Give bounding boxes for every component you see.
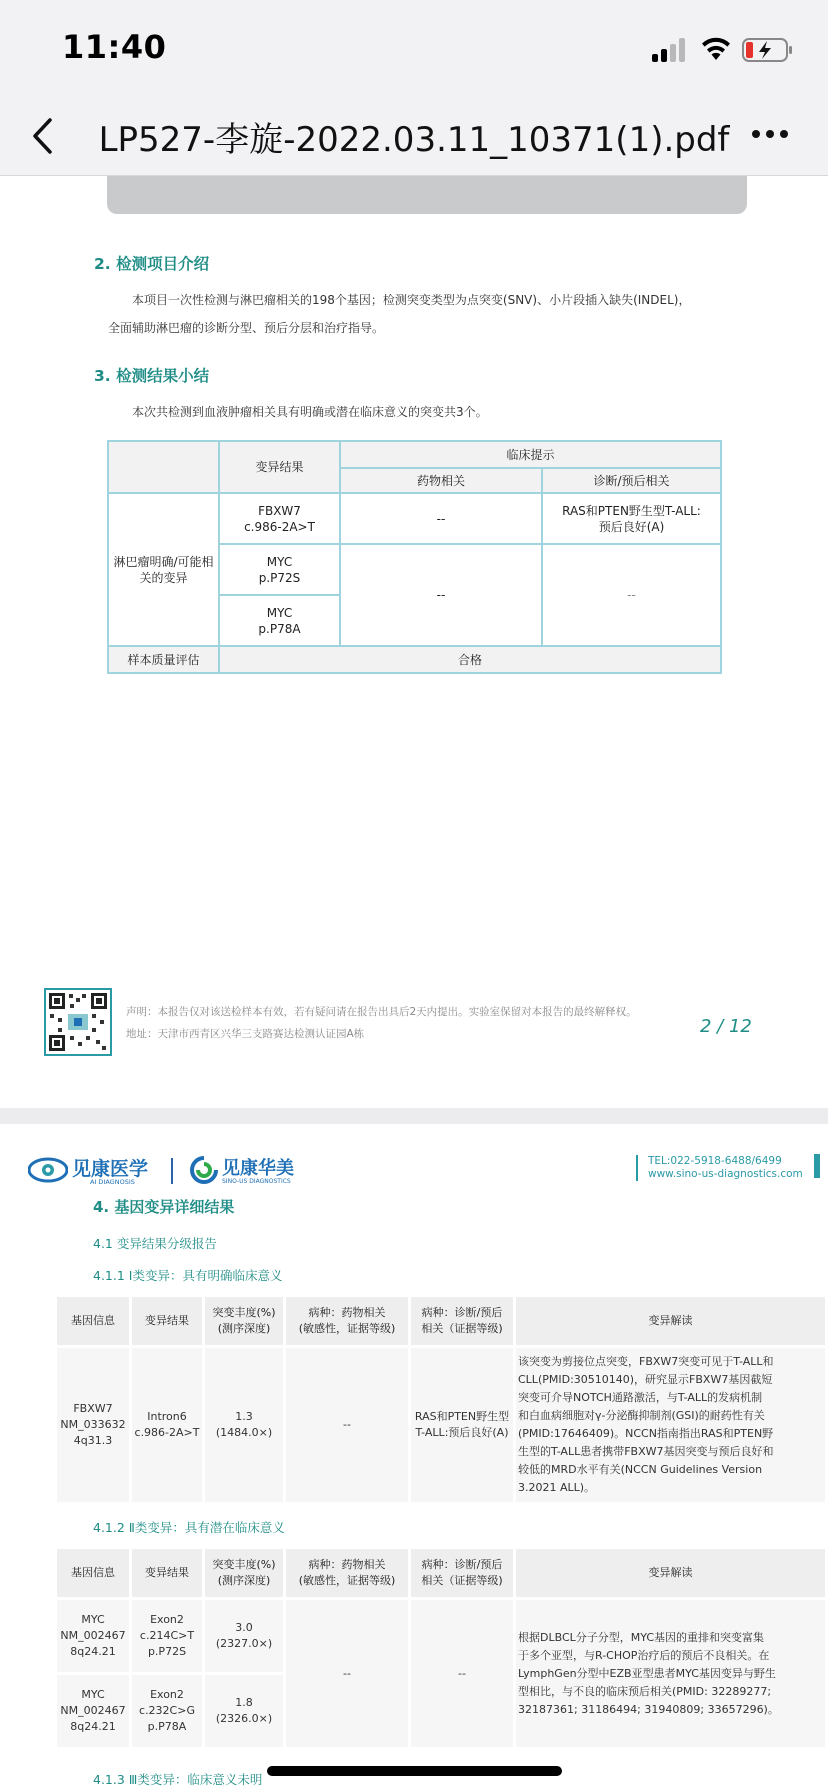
t2-drug-header: 病种：药物相关 (敏感性，证据等级) [286,1549,408,1597]
myc-p72s-variant-cell: MYC p.P72S [219,544,340,595]
section-4-title: 4. 基因变异详细结果 [93,1198,235,1216]
t1-gene-header: 基因信息 [57,1297,129,1345]
wifi-icon [699,34,733,62]
t1-variant-header: 变异结果 [132,1297,202,1345]
col-variant-header: 变异结果 [219,441,340,493]
t2-myc-p78a-freq-cell: 1.8 (2326.0×) [205,1675,283,1747]
contact-info [636,1155,806,1181]
logo1-sub-text: AI DIAGNOSIS [90,1178,135,1186]
footer-statement: 声明：本报告仅对该送检样本有效，若有疑问请在报告出具后2天内提出。实验室保留对本报告的最终解释权。 [126,1006,637,1018]
class-2-variant-table [54,1546,828,1750]
section-4-1-3-title: 4.1.3 Ⅲ类变异：临床意义未明 [93,1772,263,1787]
qr-code [44,988,112,1056]
col-drug-header: 药物相关 [340,468,542,493]
t2-freq-header: 突变丰度(%) (测序深度) [205,1549,283,1597]
section-4-1-2-title: 4.1.2 Ⅱ类变异：具有潜在临床意义 [93,1520,285,1535]
t2-gene-header: 基因信息 [57,1549,129,1597]
cellular-signal-icon [652,38,688,62]
section-4-1-1-title: 4.1.1 Ⅰ类变异：具有明确临床意义 [93,1268,283,1283]
pdf-page-3 [0,1124,828,1792]
t2-myc-p78a-gene-cell: MYC NM_002467 8q24.21 [57,1675,129,1747]
status-time: 11:40 [62,28,167,66]
t1-diag-cell: RAS和PTEN野生型 T-ALL:预后良好(A) [411,1348,513,1502]
tel-text: TEL:022-5918-6488/6499 [648,1155,782,1167]
page-number: 2 / 12 [700,1016,752,1037]
website-text: www.sino-us-diagnostics.com [648,1168,803,1180]
col-diag-header: 诊断/预后相关 [542,468,721,493]
back-chevron-icon[interactable] [28,114,58,158]
t1-diag-header: 病种：诊断/预后 相关（证据等级) [411,1297,513,1345]
t1-freq-cell: 1.3 (1484.0×) [205,1348,283,1502]
t2-myc-p78a-variant-cell: Exon2 c.232C>G p.P78A [132,1675,202,1747]
row-group-label: 淋巴瘤明确/可能相关的变异 [108,493,219,646]
footer-address: 地址：天津市西青区兴华三支路赛达检测认证园A栋 [126,1028,365,1040]
t2-diag-cell: -- [411,1600,513,1747]
summary-table [107,440,722,674]
section-2-line-1: 本项目一次性检测与淋巴瘤相关的198个基因；检测突变类型为点突变(SNV)、小片段插入缺失(INDEL)， [132,293,691,307]
t1-interp-cell: 该突变为剪接位点突变，FBXW7突变可见于T-ALL和 CLL(PMID:30510140)，研究显示FBXW7基因截短 突变可介导NOTCH通路激活，与T-ALL的发病机制 和白血病细胞对γ-分泌酶抑制剂(GSI)的耐药性有关 (PMID:17646409)。NCCN指南指出RAS和PTEN野 生型的T-ALL患者携带FBXW7基因突变与预后良好和 较低的MRD水平有关(NCCN Guidelines Version 3.2021 ALL)。 [516,1348,825,1502]
t1-freq-header: 突变丰度(%) (测序深度) [205,1297,283,1345]
fbxw7-variant-cell: FBXW7 c.986-2A>T [219,493,340,544]
document-title: LP527-李旋-2022.03.11_10371(1).pdf [98,120,730,160]
logo2-sub-text: SINO-US DIAGNOSTICS [222,1178,291,1185]
logo-divider [171,1158,173,1184]
section-2-line-2: 全面辅助淋巴瘤的诊断分型、预后分层和治疗指导。 [108,321,385,335]
quality-value-cell: 合格 [219,646,721,673]
pdf-page-2 [0,176,828,1108]
section-2-title: 2. 检测项目介绍 [94,255,210,273]
logo1-main-text: 见康医学 [72,1158,149,1180]
summary-corner-cell [108,441,219,493]
t1-interp-header: 变异解读 [516,1297,825,1345]
t2-myc-p72s-variant-cell: Exon2 c.214C>T p.P72S [132,1600,202,1672]
swirl-logo-icon [190,1156,218,1184]
section-3-title: 3. 检测结果小结 [94,367,210,385]
header-accent-bar [814,1154,820,1178]
t2-diag-header: 病种：诊断/预后 相关（证据等级) [411,1549,513,1597]
fbxw7-drug-cell: -- [340,493,542,544]
battery-charging-icon [742,38,794,62]
fbxw7-diag-cell: RAS和PTEN野生型T-ALL: 预后良好(A) [542,493,721,544]
navigation-bar [0,100,828,176]
t2-interp-header: 变异解读 [516,1549,825,1597]
quality-label-cell: 样本质量评估 [108,646,219,673]
jiankang-medical-logo [28,1154,158,1188]
t1-drug-header: 病种：药物相关 (敏感性，证据等级) [286,1297,408,1345]
t2-interp-cell: 根据DLBCL分子分型，MYC基因的重排和突变富集 于多个亚型，与R-CHOP治疗后的预后不良相关。在 LymphGen分型中EZB亚型患者MYC基因变异与野生 型相比，与不良的临床预后相关(PMID: 32289277; 32187361; 31186494; 31940809; 33657296)。 [516,1600,825,1747]
previous-page-block [107,176,747,214]
t2-myc-p72s-freq-cell: 3.0 (2327.0×) [205,1600,283,1672]
section-4-1-title: 4.1 变异结果分级报告 [93,1236,217,1251]
t1-gene-cell: FBXW7 NM_033632 4q31.3 [57,1348,129,1502]
t1-variant-cell: Intron6 c.986-2A>T [132,1348,202,1502]
more-options-icon[interactable] [752,130,790,142]
section-3-line: 本次共检测到血液肿瘤相关具有明确或潜在临床意义的突变共3个。 [132,405,488,419]
myc-p78a-variant-cell: MYC p.P78A [219,595,340,646]
logo2-main-text: 见康华美 [222,1158,294,1179]
class-1-variant-table [54,1294,828,1505]
myc-drug-cell: -- [340,544,542,646]
status-bar [0,0,828,100]
t2-variant-header: 变异结果 [132,1549,202,1597]
t1-drug-cell: -- [286,1348,408,1502]
col-clinical-header: 临床提示 [340,441,721,468]
t2-myc-p72s-gene-cell: MYC NM_002467 8q24.21 [57,1600,129,1672]
home-indicator[interactable] [267,1766,562,1776]
myc-diag-cell: -- [542,544,721,646]
t2-drug-cell: -- [286,1600,408,1747]
eye-logo-icon [28,1156,68,1184]
sino-us-logo [190,1154,310,1188]
